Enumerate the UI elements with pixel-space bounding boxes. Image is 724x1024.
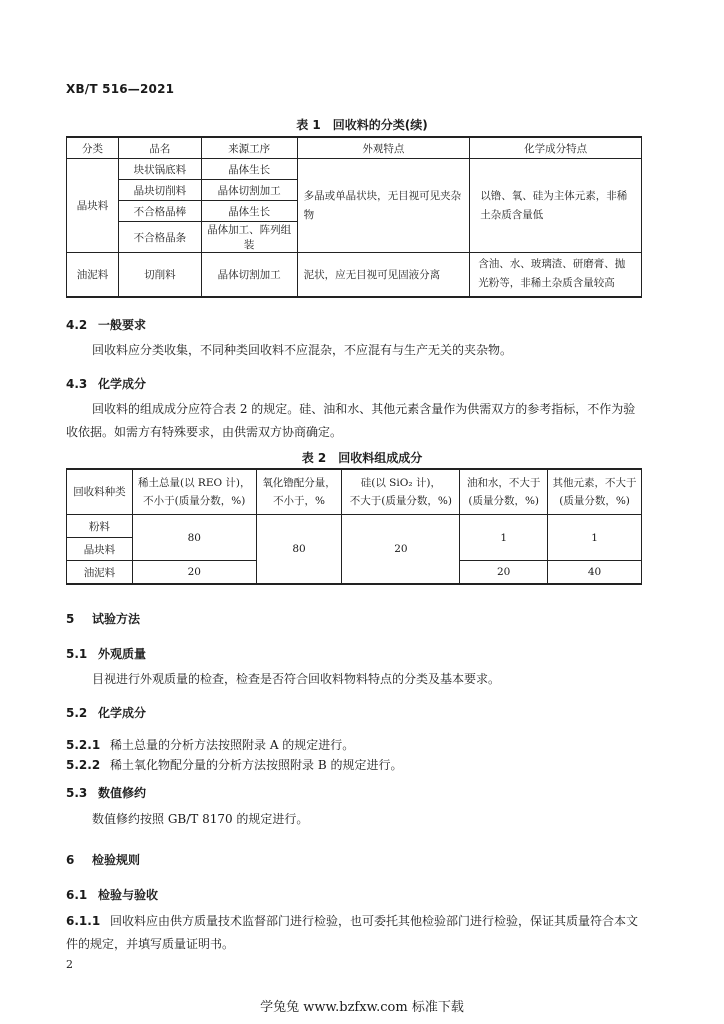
table1-item-name: 晶块切削料 <box>118 180 201 201</box>
table1-item-name: 块状锅底料 <box>118 159 201 180</box>
clause-text: 稀土总量的分析方法按照附录 A 的规定进行。 <box>110 738 355 752</box>
header-line: 稀土总量(以 REO 计)， <box>137 477 251 489</box>
table2-cell-reo: 20 <box>132 561 256 585</box>
page-number: 2 <box>66 958 73 971</box>
header-line: 氧化镥配分量， <box>262 477 336 489</box>
section-6-1-1 <box>66 910 644 956</box>
footer-watermark: 学兔兔 www.bzfxw.com 标准下载 <box>260 1000 464 1015</box>
table1-header-row <box>67 137 642 159</box>
section-title: 试验方法 <box>92 612 141 626</box>
section-number: 5.2 <box>66 706 88 720</box>
table2-cell-oil: 20 <box>460 561 548 585</box>
table2-row-label: 晶块料 <box>67 538 133 561</box>
table2-cell-oil: 1 <box>460 515 548 561</box>
section-4-3-text: 回收料的组成成分应符合表 2 的规定。硅、油和水、其他元素含量作为供需双方的参考指标，不作为验收依据。如需方有特殊要求，由供需双方协商确定。 <box>66 402 636 439</box>
table1-item-process: 晶体切割加工 <box>201 253 297 297</box>
section-title: 检验规则 <box>92 853 141 867</box>
section-5-heading <box>66 610 140 627</box>
table2-header-row <box>67 469 642 515</box>
table1-item-process: 晶体生长 <box>201 201 297 222</box>
table2-header-type: 回收料种类 <box>67 469 133 515</box>
section-number: 5 <box>66 612 75 626</box>
section-5-3-heading <box>66 784 146 801</box>
section-5-1-heading <box>66 645 146 662</box>
clause-text: 回收料应由供方质量技术监督部门进行检验，也可委托其他检验部门进行检验，保证其质量符合本文件的规定，并填写质量证明书。 <box>66 914 639 951</box>
table2-cell-reo: 80 <box>132 515 256 561</box>
header-line: 不大于(质量分数，%) <box>349 495 452 507</box>
section-number: 6 <box>66 853 75 867</box>
section-6-1-heading <box>66 886 158 903</box>
section-title: 检验与验收 <box>98 888 159 902</box>
section-title: 化学成分 <box>98 377 147 391</box>
section-title: 外观质量 <box>98 647 147 661</box>
section-title: 化学成分 <box>98 706 147 720</box>
table2-header-lu <box>256 469 342 515</box>
section-5-2-1 <box>66 736 354 753</box>
section-number: 4.3 <box>66 377 88 391</box>
table1 <box>66 136 642 298</box>
header-line: 其他元素，不大于 <box>552 477 637 489</box>
table2-row-label: 油泥料 <box>67 561 133 585</box>
table1-caption: 表 1 回收料的分类(续) <box>296 118 428 132</box>
table1-header-name: 品名 <box>118 137 201 159</box>
table2-caption: 表 2 回收料组成成分 <box>301 451 423 465</box>
section-number: 6.1 <box>66 888 88 902</box>
section-4-2-text: 回收料应分类收集，不同种类回收料不应混杂，不应混有与生产无关的夹杂物。 <box>92 343 513 357</box>
section-5-3-text: 数值修约按照 GB/T 8170 的规定进行。 <box>92 812 309 826</box>
table1-header-appearance: 外观特点 <box>297 137 470 159</box>
table1-item-name: 不合格晶条 <box>118 222 201 253</box>
table2-cell-other: 40 <box>548 561 642 585</box>
header-line: (质量分数，%) <box>468 495 540 507</box>
clause-number: 5.2.1 <box>66 738 101 752</box>
table2 <box>66 468 642 585</box>
header-line: 硅(以 SiO₂ 计)， <box>360 477 441 489</box>
table2-header-other <box>548 469 642 515</box>
section-number: 5.3 <box>66 786 88 800</box>
table-row <box>67 253 642 297</box>
table1-item-name: 不合格晶棒 <box>118 201 201 222</box>
table1-item-process: 晶体切割加工 <box>201 180 297 201</box>
section-5-1-text: 目视进行外观质量的检查，检查是否符合回收料物料特点的分类及基本要求。 <box>92 672 501 686</box>
section-4-2-heading <box>66 316 146 333</box>
table2-cell-other: 1 <box>548 515 642 561</box>
table1-header-chemistry: 化学成分特点 <box>470 137 642 159</box>
table1-appearance-crystal: 多晶或单晶状块，无目视可见夹杂物 <box>297 159 470 253</box>
table1-chemistry-crystal: 以镥、氧、硅为主体元素，非稀土杂质含量低 <box>470 159 642 253</box>
section-number: 5.1 <box>66 647 88 661</box>
section-5-2-2 <box>66 756 402 773</box>
section-number: 4.2 <box>66 318 88 332</box>
table1-item-process: 晶体生长 <box>201 159 297 180</box>
section-6-heading <box>66 851 140 868</box>
table2-header-si <box>342 469 460 515</box>
header-line: 油和水，不大于 <box>466 477 541 489</box>
header-line: 不小于(质量分数，%) <box>143 495 246 507</box>
table-row <box>67 515 642 538</box>
table2-cell-lu: 80 <box>256 515 342 585</box>
table1-item-name: 切削料 <box>118 253 201 297</box>
table1-header-process: 来源工序 <box>201 137 297 159</box>
table1-appearance-sludge: 泥状，应无目视可见固液分离 <box>297 253 470 297</box>
table1-item-process: 晶体加工、阵列组装 <box>201 222 297 253</box>
clause-text: 稀土氧化物配分量的分析方法按照附录 B 的规定进行。 <box>110 758 403 772</box>
table1-header-category: 分类 <box>67 137 119 159</box>
section-title: 一般要求 <box>98 318 147 332</box>
clause-number: 6.1.1 <box>66 914 101 928</box>
clause-number: 5.2.2 <box>66 758 101 772</box>
section-title: 数值修约 <box>98 786 147 800</box>
header-line: 不小于，% <box>273 495 326 507</box>
table2-row-label: 粉料 <box>67 515 133 538</box>
table1-chemistry-sludge: 含油、水、玻璃渣、研磨膏、抛光粉等，非稀土杂质含量较高 <box>470 253 642 297</box>
table1-category-crystal: 晶块料 <box>67 159 119 253</box>
section-5-2-heading <box>66 704 146 721</box>
section-4-3-heading <box>66 375 146 392</box>
table2-header-reo <box>132 469 256 515</box>
table-row <box>67 159 642 180</box>
table2-header-oil <box>460 469 548 515</box>
standard-code: XB/T 516—2021 <box>66 82 175 96</box>
header-line: (质量分数，%) <box>559 495 630 507</box>
table2-cell-si: 20 <box>342 515 460 585</box>
table1-category-sludge: 油泥料 <box>67 253 119 297</box>
